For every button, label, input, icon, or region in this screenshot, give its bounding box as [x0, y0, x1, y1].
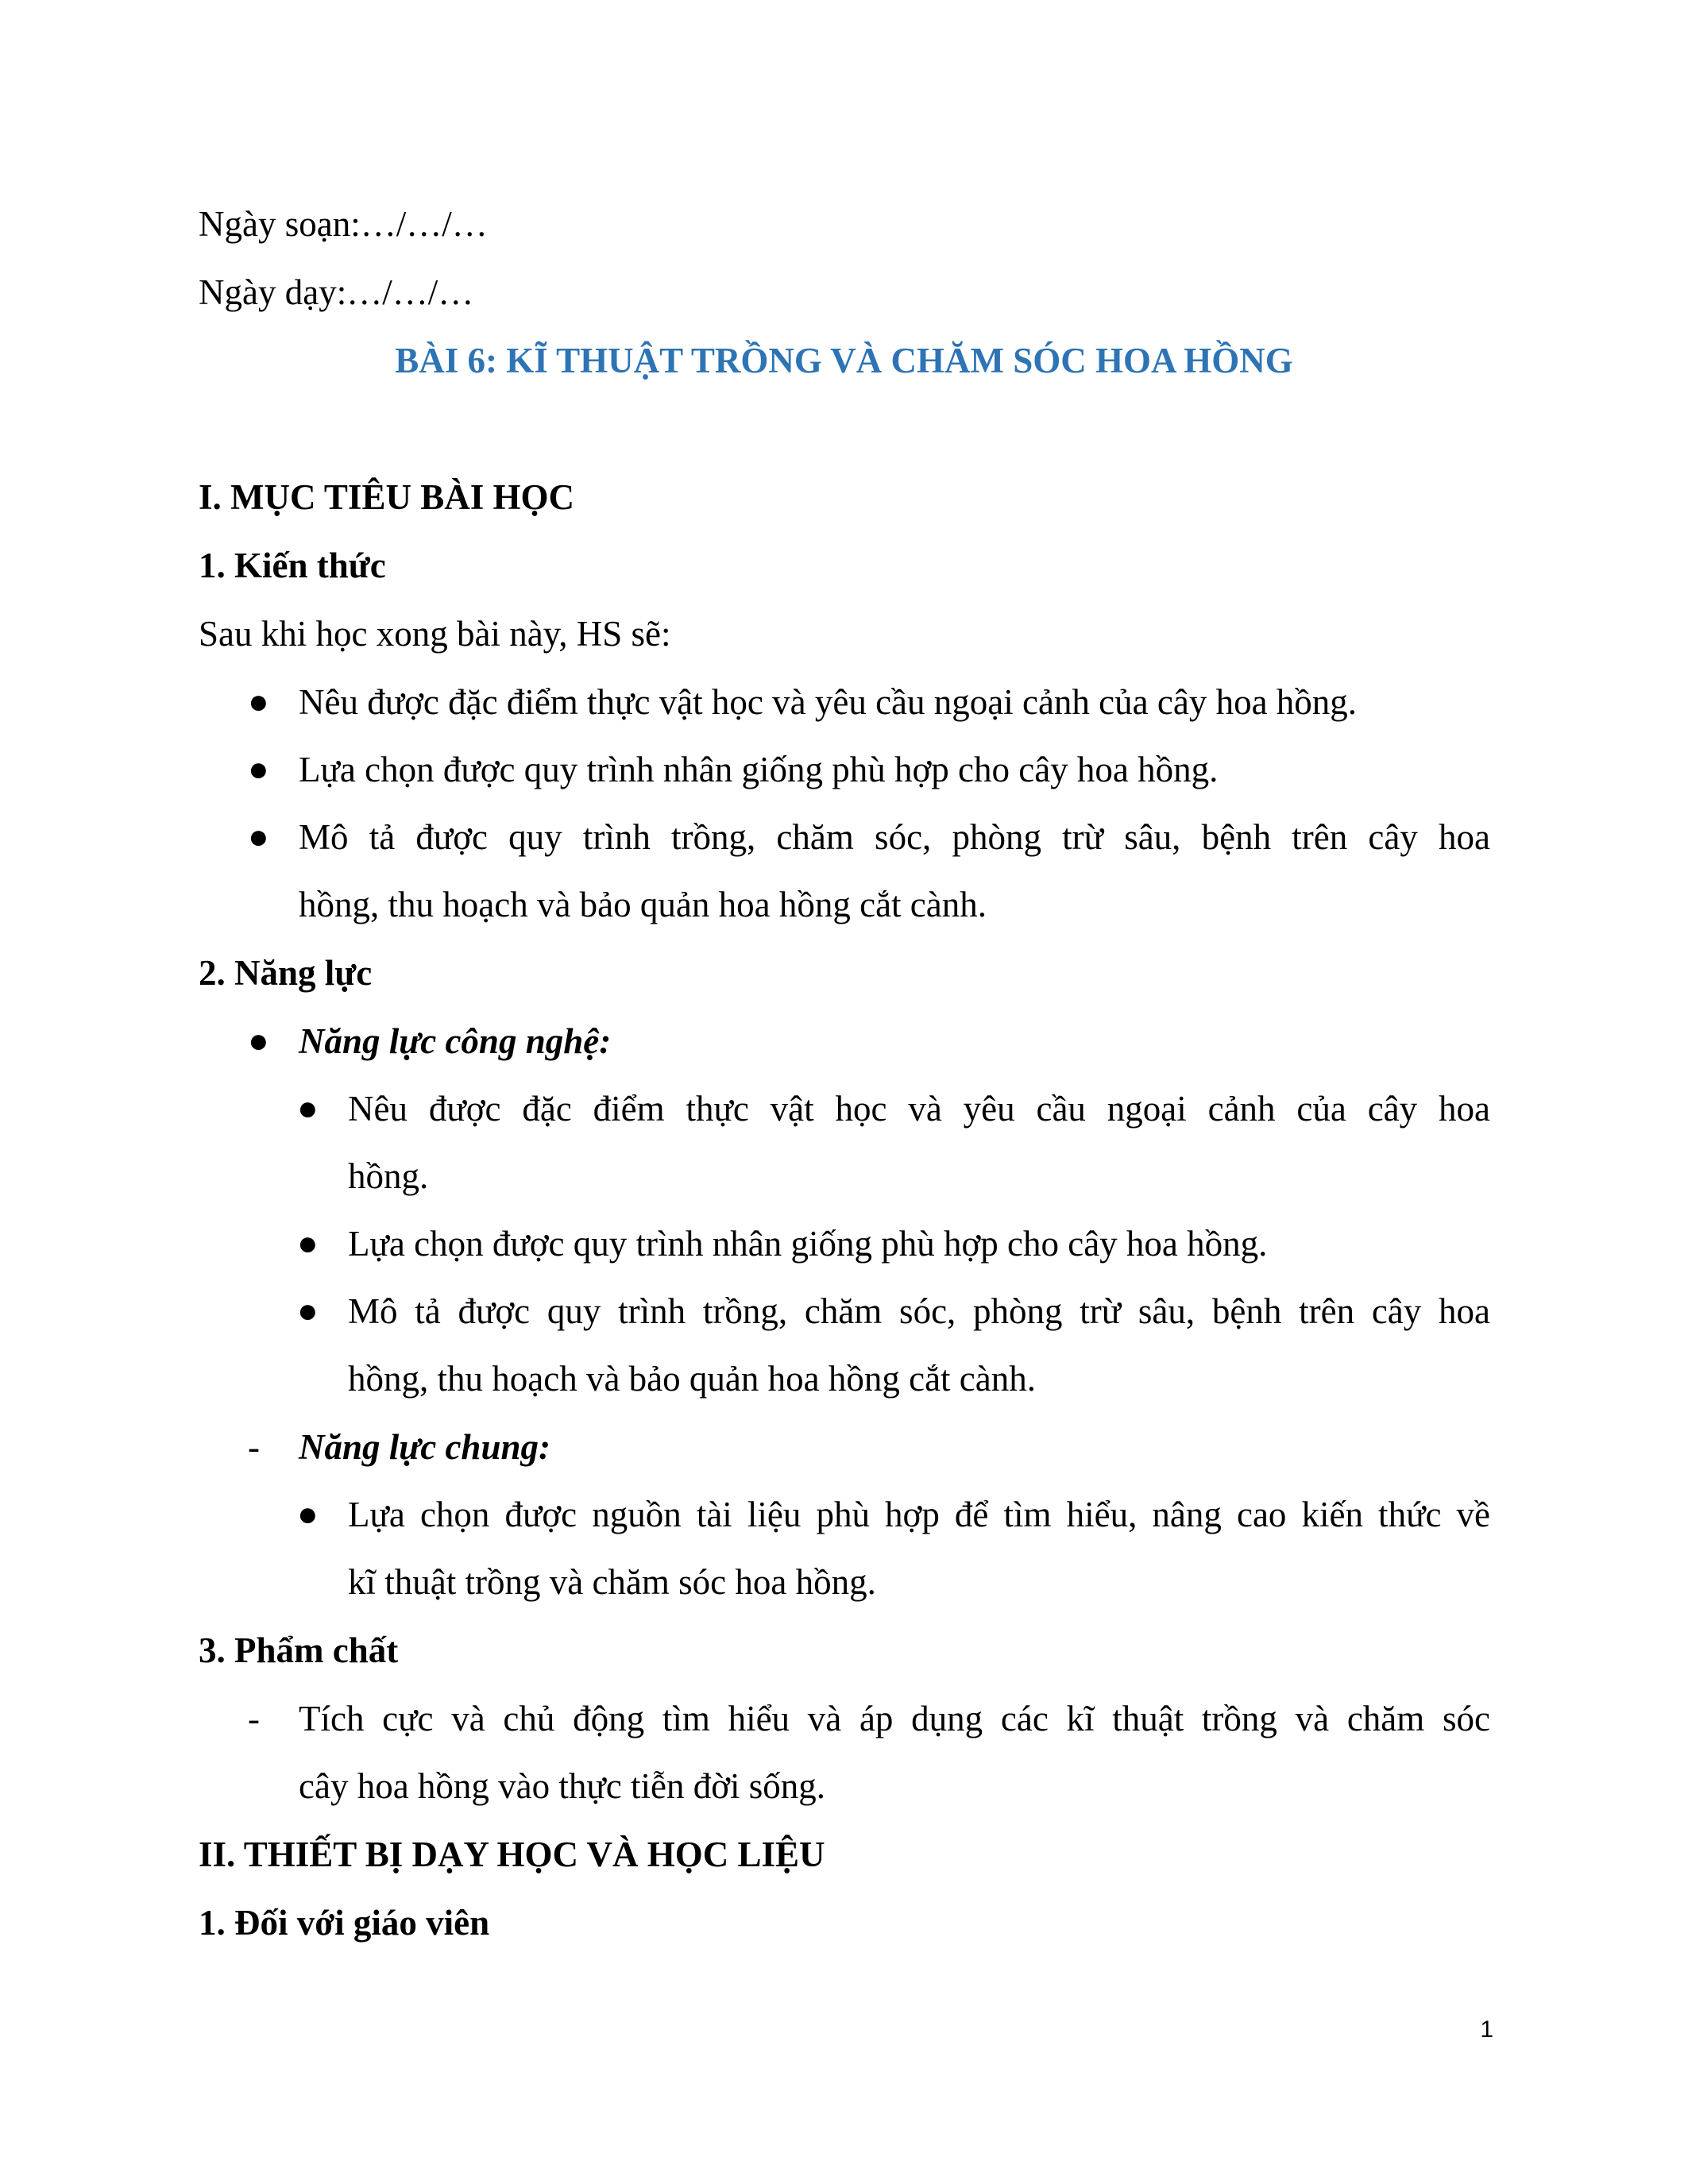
subheading-knowledge: 1. Kiến thức — [199, 546, 386, 585]
bullet-icon: ● — [248, 1021, 269, 1060]
bullet-icon: ● — [248, 682, 269, 721]
teach-date: Ngày dạy:…/…/… — [199, 272, 474, 312]
bullet-icon: ● — [297, 1089, 319, 1128]
page-number: 1 — [1480, 2016, 1493, 2043]
tech-item-1-line-2: hồng. — [348, 1156, 429, 1196]
bullet-icon: ● — [297, 1224, 319, 1263]
dash-bullet: - — [248, 1699, 260, 1738]
subheading-qualities: 3. Phẩm chất — [199, 1630, 399, 1670]
general-competence-label: Năng lực chung: — [299, 1427, 550, 1467]
prepare-date: Ngày soạn:…/…/… — [199, 204, 488, 244]
subheading-competence: 2. Năng lực — [199, 953, 373, 993]
section-heading-equipment: II. THIẾT BỊ DẠY HỌC VÀ HỌC LIỆU — [199, 1835, 825, 1874]
general-item-line-1: Lựa chọn được nguồn tài liệu phù hợp để tìm hiểu, nâng cao kiến thức về — [348, 1495, 1490, 1534]
knowledge-intro: Sau khi học xong bài này, HS sẽ: — [199, 614, 671, 654]
knowledge-item-3-line-1: Mô tả được quy trình trồng, chăm sóc, phòng trừ sâu, bệnh trên cây hoa — [299, 817, 1490, 857]
tech-item-3-line-1: Mô tả được quy trình trồng, chăm sóc, phòng trừ sâu, bệnh trên cây hoa — [348, 1291, 1490, 1331]
knowledge-item-3-line-2: hồng, thu hoạch và bảo quản hoa hồng cắt cành. — [299, 885, 987, 924]
tech-item-3-line-2: hồng, thu hoạch và bảo quản hoa hồng cắt cành. — [348, 1359, 1036, 1399]
bullet-icon: ● — [248, 750, 269, 789]
qualities-item-line-2: cây hoa hồng vào thực tiễn đời sống. — [299, 1766, 826, 1806]
section-heading-objectives: I. MỤC TIÊU BÀI HỌC — [199, 477, 574, 517]
knowledge-item-2: Lựa chọn được quy trình nhân giống phù hợp cho cây hoa hồng. — [299, 750, 1219, 789]
tech-competence-label: Năng lực công nghệ: — [299, 1021, 612, 1061]
bullet-icon: ● — [248, 817, 269, 856]
dash-bullet: - — [248, 1427, 260, 1467]
general-item-line-2: kĩ thuật trồng và chăm sóc hoa hồng. — [348, 1562, 876, 1602]
bullet-icon: ● — [297, 1291, 319, 1330]
qualities-item-line-1: Tích cực và chủ động tìm hiểu và áp dụng các kĩ thuật trồng và chăm sóc — [299, 1699, 1490, 1738]
lesson-title: BÀI 6: KĨ THUẬT TRỒNG VÀ CHĂM SÓC HOA HỒNG — [395, 341, 1293, 380]
subheading-teacher: 1. Đối với giáo viên — [199, 1903, 490, 1943]
bullet-icon: ● — [297, 1495, 319, 1534]
tech-item-1-line-1: Nêu được đặc điểm thực vật học và yêu cầu ngoại cảnh của cây hoa — [348, 1089, 1490, 1129]
knowledge-item-1: Nêu được đặc điểm thực vật học và yêu cầu ngoại cảnh của cây hoa hồng. — [299, 682, 1358, 722]
tech-item-2: Lựa chọn được quy trình nhân giống phù hợp cho cây hoa hồng. — [348, 1224, 1268, 1264]
